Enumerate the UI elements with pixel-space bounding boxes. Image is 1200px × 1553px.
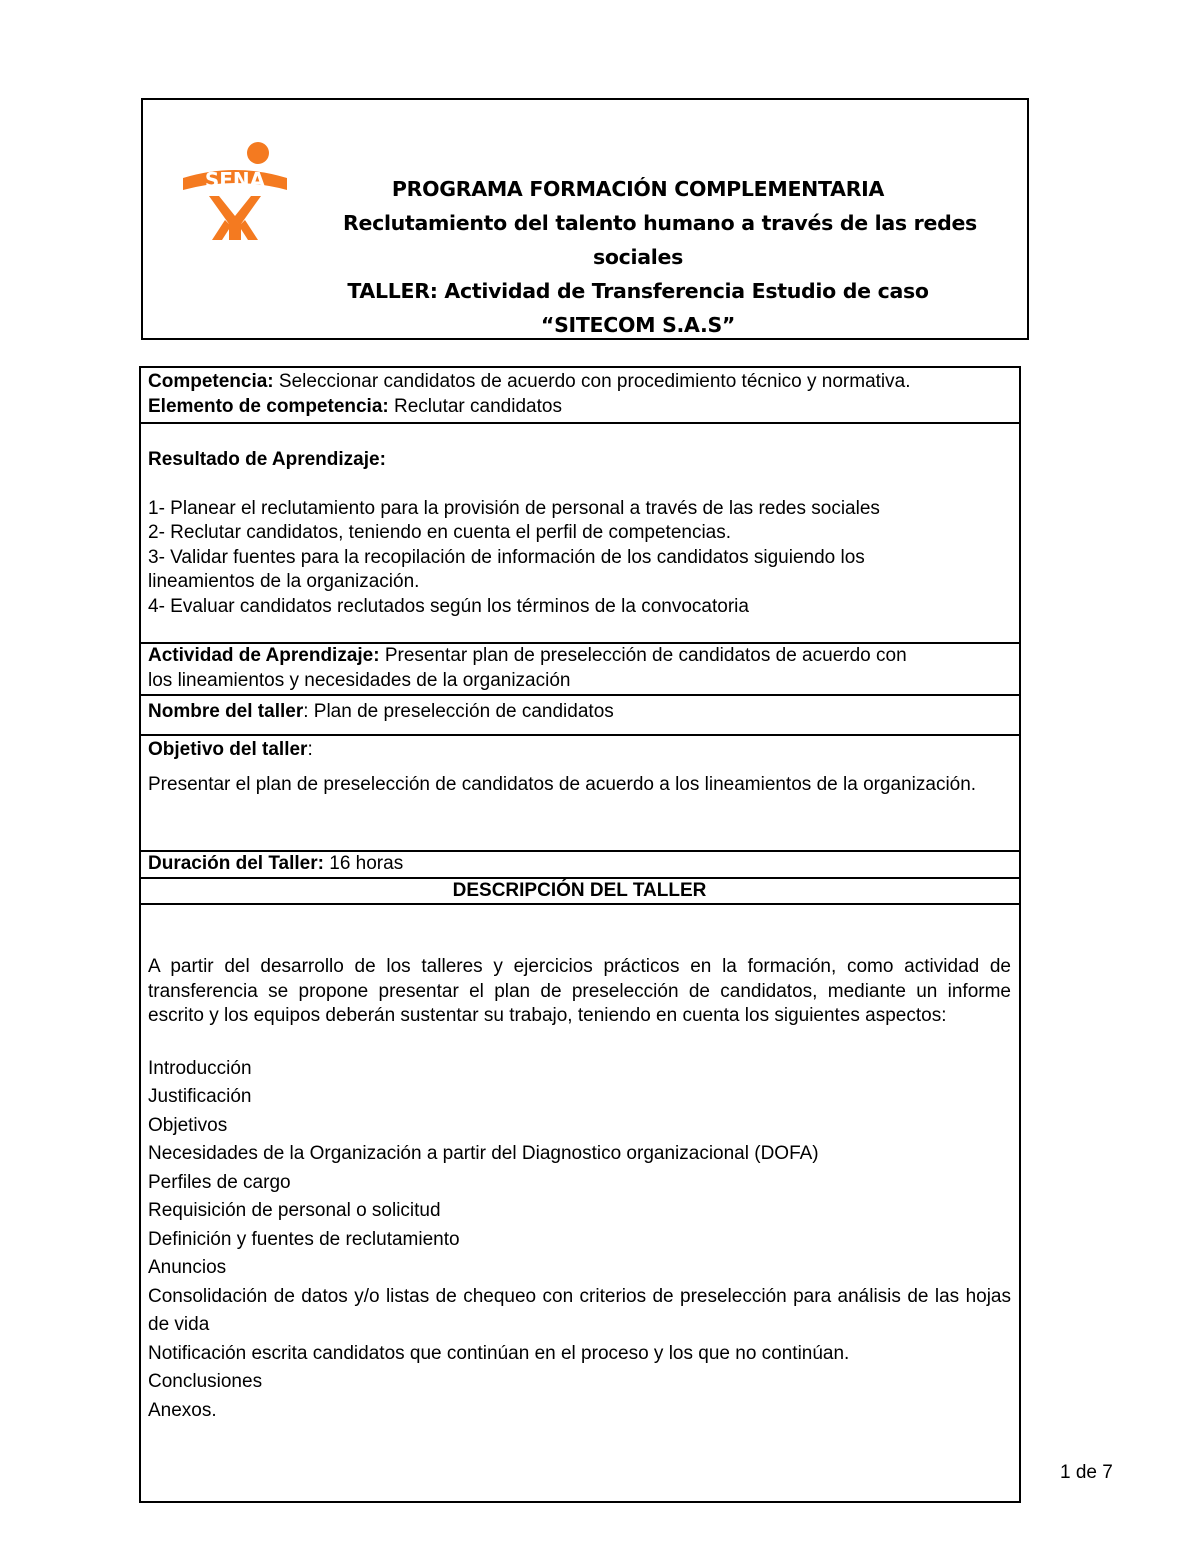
row-competencia	[140, 367, 1020, 423]
row-resultado	[140, 423, 1020, 643]
nombre-value: : Plan de preselección de candidatos	[303, 701, 614, 722]
aspect-item: Anuncios	[148, 1257, 227, 1278]
duracion-label: Duración del Taller:	[148, 853, 324, 874]
workshop-table	[139, 366, 1021, 1503]
resultado-item-3: 3- Validar fuentes para la recopilación de información de los candidatos siguiendo los	[148, 546, 865, 568]
actividad-label: Actividad de Aprendizaje:	[148, 645, 380, 666]
nombre-label: Nombre del taller	[148, 701, 304, 722]
resultado-item-1: 1- Planear el reclutamiento para la provisión de personal a través de las redes sociales	[148, 497, 880, 519]
case-name: “SITECOM S.A.S”	[540, 313, 736, 337]
objetivo-colon: :	[307, 739, 313, 760]
resultado-label: Resultado de Aprendizaje:	[148, 449, 386, 470]
row-objetivo	[140, 735, 1020, 851]
aspect-item: Consolidación de datos y/o listas de chequeo con criterios de preselección para análisis de las hojas de vida	[148, 1285, 1011, 1335]
descripcion-intro: A partir del desarrollo de los talleres y ejercicios prácticos en la formación, como actividad de transferencia se propone presentar el plan de preselección de candidatos, mediante un informe escrito y los equipos deberán sustentar su trabajo, teniendo en cuenta los siguientes aspectos:	[148, 956, 1011, 1026]
aspect-item: Conclusiones	[148, 1371, 263, 1392]
row-descripcion-heading	[140, 878, 1020, 905]
page-number: 1 de 7	[1060, 1462, 1113, 1483]
row-descripcion	[140, 904, 1020, 1502]
elemento-value: Reclutar candidatos	[388, 395, 562, 417]
elemento-label: Elemento de competencia:	[148, 395, 389, 417]
aspect-item: Objetivos	[148, 1114, 228, 1136]
aspect-item: Anexos.	[148, 1399, 217, 1421]
objetivo-text: Presentar el plan de preselección de candidatos de acuerdo a los lineamientos de la organización.	[148, 773, 977, 795]
logo-text: SENA	[204, 168, 266, 192]
course-title-line-1: Reclutamiento del talento humano a través de las redes	[343, 211, 977, 235]
aspect-item: Necesidades de la Organización a partir del Diagnostico organizacional (DOFA)	[148, 1143, 819, 1164]
aspect-item: Notificación escrita candidatos que continúan en el proceso y los que no continúan.	[148, 1342, 850, 1364]
descripcion-heading: DESCRIPCIÓN DEL TALLER	[140, 878, 1020, 905]
workshop-title: TALLER: Actividad de Transferencia Estudio de caso	[347, 279, 929, 303]
row-duracion	[140, 851, 1020, 878]
aspect-item: Introducción	[148, 1057, 252, 1079]
aspect-item: Justificación	[148, 1086, 252, 1107]
objetivo-label: Objetivo del taller	[148, 739, 308, 760]
row-nombre	[140, 695, 1020, 735]
program-title: PROGRAMA FORMACIÓN COMPLEMENTARIA	[391, 177, 885, 201]
resultado-item-4: 4- Evaluar candidatos reclutados según los términos de la convocatoria	[148, 595, 749, 617]
course-title-line-2: sociales	[592, 245, 684, 269]
actividad-value-cont: los lineamientos y necesidades de la organización	[148, 669, 571, 691]
resultado-item-2: 2- Reclutar candidatos, teniendo en cuenta el perfil de competencias.	[148, 522, 732, 543]
actividad-value: Presentar plan de preselección de candidatos de acuerdo con	[379, 645, 907, 666]
row-actividad	[140, 643, 1020, 695]
sena-logo	[179, 140, 291, 250]
competencia-label: Competencia:	[148, 371, 274, 392]
aspect-item: Definición y fuentes de reclutamiento	[148, 1228, 460, 1250]
aspect-item: Perfiles de cargo	[148, 1171, 291, 1193]
resultado-item-3-cont: lineamientos de la organización.	[148, 571, 420, 592]
competencia-value: Seleccionar candidatos de acuerdo con procedimiento técnico y normativa.	[273, 371, 911, 392]
duracion-value: 16 horas	[323, 853, 404, 874]
header-titles	[343, 172, 977, 342]
aspect-list	[148, 1055, 1011, 1426]
header-box	[141, 98, 1029, 340]
aspect-item: Requisición de personal o solicitud	[148, 1200, 441, 1221]
